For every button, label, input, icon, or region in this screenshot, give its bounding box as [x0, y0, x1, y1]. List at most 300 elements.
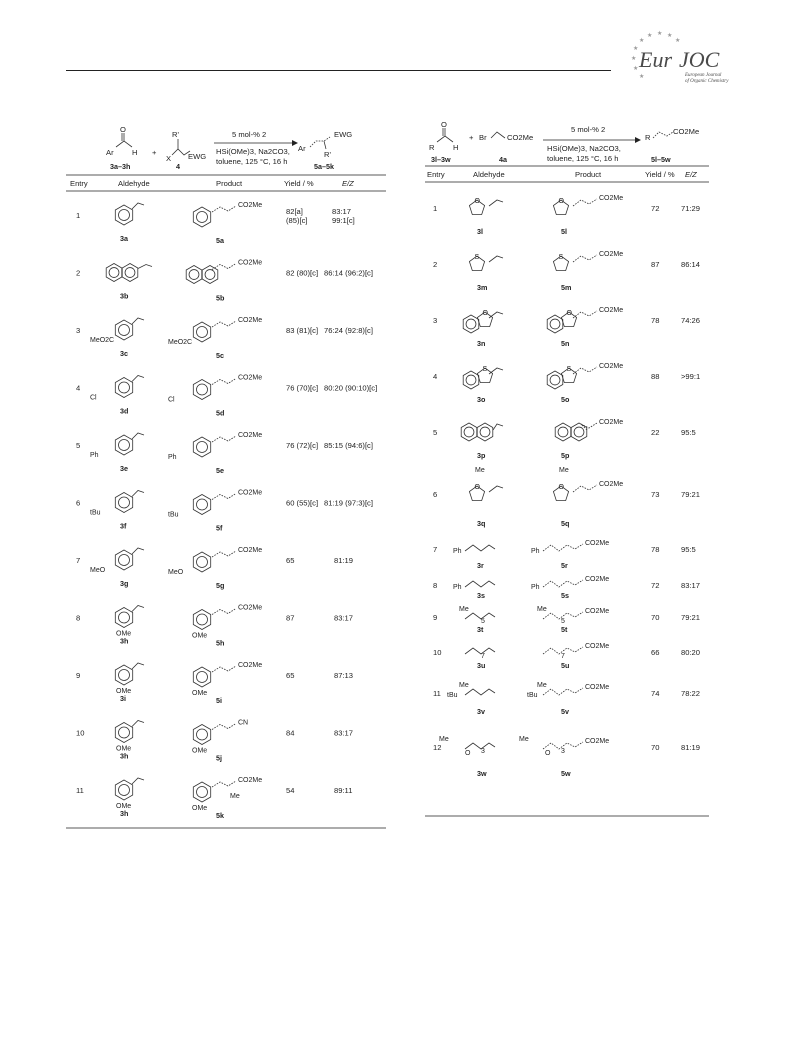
product-substituent: Ph — [168, 454, 177, 461]
aldehyde-me: Me — [459, 606, 469, 613]
row-ez: 80:20 — [681, 648, 701, 657]
row-ez: 83:17 — [334, 728, 354, 738]
product-label: 5c — [216, 351, 224, 360]
product-group: CO2Me — [238, 374, 263, 382]
aldehyde-me: Me — [439, 736, 449, 743]
row-entry: 8 — [76, 613, 81, 623]
product-n: 3 — [561, 748, 565, 755]
product-label: 5k — [216, 811, 224, 820]
aldehyde-bond — [132, 318, 144, 324]
benzene-ring — [193, 610, 210, 630]
product-group: CO2Me — [238, 202, 263, 209]
row-ez: 83:17 — [332, 207, 352, 216]
r-col-ez: E/Z — [685, 170, 697, 179]
r-scheme-prod-co2me: CO2Me — [673, 127, 700, 136]
product-label: 5t — [561, 625, 568, 634]
product-group: CO2Me — [238, 777, 263, 784]
row-entry: 9 — [433, 613, 438, 622]
alkene-chain — [212, 551, 236, 557]
row-ez: >99:1 — [681, 372, 701, 381]
aldehyde-label: 3n — [477, 339, 486, 348]
aldehyde-label: 3i — [120, 694, 126, 703]
aldehyde-o: O — [465, 750, 471, 757]
aldehyde-substituent: OMe — [116, 745, 132, 753]
alkene-chain — [543, 688, 583, 695]
aromatic-circle — [119, 497, 130, 508]
r-scheme-r: R — [429, 143, 435, 152]
r-col-yield: Yield / % — [645, 170, 675, 179]
aldehyde-bond — [132, 203, 144, 209]
r-scheme-h: H — [453, 143, 459, 152]
aldehyde-label: 3s — [477, 591, 485, 600]
table-row — [433, 363, 700, 404]
product-group: CO2Me — [238, 604, 263, 612]
benzene-ring — [106, 264, 122, 282]
aromatic-circle — [574, 427, 584, 437]
journal-name-b: JOC — [679, 47, 720, 72]
aldehyde-label: 3u — [477, 661, 486, 670]
row-ez: 83:17 — [681, 581, 701, 590]
aromatic-circle — [119, 382, 130, 393]
aromatic-circle — [197, 729, 208, 740]
row-entry: 3 — [433, 316, 438, 325]
heteroatom-label: O — [474, 198, 480, 205]
scheme-ar: Ar — [106, 148, 114, 157]
aromatic-circle — [197, 557, 208, 568]
heteroatom-label: S — [474, 254, 480, 261]
table-row — [433, 606, 700, 634]
r-scheme-o: O — [441, 120, 447, 129]
scheme-h: H — [132, 148, 138, 157]
aldehyde-label: 3v — [477, 707, 485, 716]
row-yield: 82[a] — [286, 207, 303, 216]
product-label: 5d — [216, 408, 225, 418]
journal-name-a: Eur — [639, 47, 672, 72]
benzene-ring — [115, 493, 132, 513]
product-group: CO2Me — [238, 259, 263, 267]
aldehyde-n: 3 — [481, 748, 485, 755]
row-yield: 87 — [286, 613, 295, 623]
row-ez: 95:5 — [681, 545, 696, 554]
aromatic-circle — [197, 327, 208, 338]
journal-logo — [625, 30, 745, 90]
aldehyde-me: Me — [475, 467, 485, 474]
product-n: 5 — [561, 618, 565, 625]
aldehyde-bond — [132, 433, 144, 439]
table-row — [433, 251, 700, 292]
product-substituent: OMe — [192, 805, 208, 812]
aldehyde-label: 3b — [120, 291, 129, 301]
aldehyde-substituent: tBu — [90, 509, 101, 517]
left-table-svg — [66, 125, 388, 835]
row-entry: 1 — [433, 204, 438, 213]
product-me: Me — [537, 606, 547, 613]
aldehyde-label: 3f — [120, 521, 127, 531]
scheme-cond2: HSi(OMe)3, Na2CO3, — [216, 147, 290, 156]
right-scheme — [429, 120, 699, 164]
benzene-ring — [186, 266, 202, 284]
svg-text:★: ★ — [667, 32, 673, 39]
heteroatom-label: O — [558, 484, 564, 491]
row-ez: 85:15 (94:6)[c] — [324, 441, 373, 450]
row-yield: 74 — [651, 689, 660, 698]
row-yield: 78 — [651, 545, 660, 554]
row-yield: 88 — [651, 372, 660, 381]
aromatic-circle — [125, 268, 135, 278]
row-yield: 65 — [286, 671, 295, 680]
r-scheme-br: Br — [479, 133, 487, 142]
row-ez: 89:11 — [334, 786, 353, 795]
scheme-p-label: 5a–5k — [314, 162, 334, 171]
alkene-chain — [212, 436, 236, 442]
aldehyde-label: 3r — [477, 561, 484, 570]
r-scheme-prod-r: R — [645, 133, 651, 142]
row-yield-2: (85)[c] — [286, 216, 308, 225]
row-ez: 74:26 — [681, 316, 701, 325]
row-entry: 1 — [76, 211, 81, 220]
alkene-chain — [212, 206, 236, 212]
product-group: CO2Me — [585, 540, 610, 547]
table-row — [433, 540, 696, 570]
product-label: 5p — [561, 451, 570, 460]
alkene-chain — [573, 485, 597, 492]
aldehyde-substituent: MeO — [90, 567, 106, 574]
aromatic-circle — [550, 375, 560, 385]
aldehyde-label: 3l — [477, 227, 483, 236]
benzene-ring — [193, 322, 210, 342]
product-group: CO2Me — [585, 738, 610, 745]
product-substituent: OMe — [192, 632, 208, 640]
aldehyde-label: 3a — [120, 234, 128, 243]
row-entry: 2 — [433, 260, 438, 269]
row-yield: 76 (72)[c] — [286, 441, 319, 450]
row-ez: 81:19 (97:3)[c] — [324, 498, 373, 508]
col-aldehyde: Aldehyde — [118, 179, 150, 188]
benzene-ring — [115, 550, 132, 570]
row-ez: 79:21 — [681, 613, 701, 622]
aromatic-circle — [189, 270, 199, 280]
table-row — [76, 605, 353, 648]
table-row — [76, 260, 373, 303]
row-entry: 8 — [433, 581, 438, 590]
row-yield: 87 — [651, 260, 660, 269]
product-label: 5i — [216, 696, 222, 705]
aldehyde-label: 3d — [120, 406, 129, 416]
aromatic-circle — [119, 210, 130, 221]
aromatic-circle — [197, 787, 208, 798]
heteroatom-label: O — [474, 484, 480, 491]
product-substituent: OMe — [192, 747, 208, 755]
aldehyde-bond — [489, 368, 503, 374]
aldehyde-tbu: tBu — [447, 692, 458, 699]
table-row — [76, 202, 355, 245]
benzene-ring — [463, 371, 479, 389]
product-substituent: MeO2C — [168, 339, 193, 346]
aldehyde-substituent: MeO2C — [90, 337, 115, 344]
product-me: Me — [537, 682, 547, 689]
alkene-chain — [212, 724, 236, 730]
heteroatom-label: O — [566, 310, 572, 317]
svg-text:★: ★ — [631, 55, 637, 62]
aromatic-circle — [197, 212, 208, 223]
product-group: CO2Me — [599, 481, 624, 488]
table-row — [433, 195, 700, 236]
aldehyde-bond — [132, 721, 144, 727]
heteroatom-label: S — [566, 366, 572, 373]
row-entry: 10 — [76, 728, 85, 738]
product-group: CO2Me — [238, 432, 263, 439]
journal-sub-2: of Organic Chemistry — [685, 79, 729, 84]
table-row — [76, 720, 353, 763]
alkene-chain — [543, 580, 583, 587]
product-group: CO2Me — [238, 547, 263, 554]
alkene-chain — [212, 494, 236, 500]
product-label: 5a — [216, 236, 224, 245]
benzene-ring — [193, 782, 210, 802]
scheme-prod-rp: R' — [324, 150, 331, 159]
row-entry: 6 — [433, 490, 438, 499]
row-yield: 78 — [651, 316, 660, 325]
benzene-ring — [193, 207, 210, 227]
product-group: CO2Me — [238, 489, 263, 497]
benzene-ring — [115, 608, 132, 628]
alkene-chain — [573, 367, 597, 374]
benzene-ring — [193, 380, 210, 400]
product-substituent: OMe — [192, 690, 208, 697]
row-ez: 71:29 — [681, 204, 701, 213]
right-rows — [433, 195, 700, 778]
heteroatom-label: O — [558, 198, 564, 205]
aldehyde-chain — [465, 648, 495, 654]
alkene-chain — [212, 781, 236, 787]
alkene-chain — [212, 321, 236, 327]
benzene-ring — [193, 552, 210, 572]
r-scheme-cond2: HSi(OMe)3, Na2CO3, — [547, 144, 621, 153]
row-yield: 82 (80)[c] — [286, 268, 319, 278]
table-row — [433, 643, 700, 670]
product-me: Me — [559, 467, 569, 474]
alkene-chain — [573, 199, 597, 206]
benzene-ring — [115, 205, 132, 225]
aldehyde-ph: Ph — [453, 548, 462, 555]
scheme-x: X — [166, 154, 172, 163]
aldehyde-substituent: OMe — [116, 630, 132, 638]
aldehyde-label: 3q — [477, 519, 486, 528]
left-table-panel — [66, 125, 388, 835]
product-n: 7 — [561, 653, 565, 660]
aldehyde-label: 3h — [120, 751, 129, 761]
product-label: 5u — [561, 661, 570, 670]
aromatic-circle — [197, 672, 208, 683]
col-ez: E/Z — [342, 179, 354, 188]
product-label: 5b — [216, 293, 225, 303]
benzene-ring — [555, 423, 571, 441]
aromatic-circle — [466, 375, 476, 385]
aldehyde-label: 3h — [120, 636, 129, 646]
r-scheme-co2me: CO2Me — [507, 133, 534, 142]
product-tbu: tBu — [527, 692, 538, 699]
aldehyde-label: 3w — [477, 769, 487, 778]
row-ez: 78:22 — [681, 689, 701, 698]
aromatic-circle — [197, 442, 208, 453]
row-entry: 9 — [76, 671, 81, 680]
benzene-ring — [193, 667, 210, 687]
product-group: CO2Me — [599, 251, 624, 258]
benzene-ring — [463, 315, 479, 333]
row-yield: 54 — [286, 786, 295, 795]
aldehyde-label: 3t — [477, 625, 484, 634]
aromatic-circle — [197, 499, 208, 510]
aldehyde-label: 3p — [477, 451, 486, 460]
row-ez: 83:17 — [334, 613, 354, 623]
aldehyde-me: Me — [459, 682, 469, 689]
aldehyde-bond — [132, 548, 144, 554]
col-yield: Yield / % — [284, 179, 314, 188]
product-group: CO2Me — [585, 608, 610, 615]
alkene-chain — [212, 666, 236, 672]
product-substituent: Cl — [168, 396, 175, 404]
product-label: 5l — [561, 227, 567, 236]
aromatic-circle — [119, 785, 130, 796]
aldehyde-bond — [132, 491, 144, 497]
product-substituent: tBu — [168, 511, 179, 519]
svg-text:★: ★ — [639, 73, 645, 80]
aldehyde-bond — [489, 486, 503, 492]
row-entry: 4 — [76, 383, 81, 393]
table-row — [433, 467, 700, 528]
right-table-svg — [425, 118, 715, 820]
product-me: Me — [519, 736, 529, 743]
row-ez: 81:19 — [681, 743, 701, 752]
benzene-ring — [115, 665, 132, 685]
aromatic-circle — [119, 325, 130, 336]
product-label: 5o — [561, 395, 570, 404]
alkene-chain — [543, 544, 583, 551]
product-group: CO2Me — [599, 419, 624, 426]
product-substituent: MeO — [168, 569, 184, 576]
product-group: CO2Me — [599, 363, 624, 370]
aromatic-circle — [119, 612, 130, 623]
row-yield: 72 — [651, 581, 660, 590]
product-ph: Ph — [531, 584, 540, 591]
r-scheme-p-label: 5l–5w — [651, 155, 671, 164]
row-entry: 11 — [76, 786, 84, 795]
aldehyde-n: 7 — [481, 653, 485, 660]
aldehyde-n: 5 — [481, 618, 485, 625]
aromatic-circle — [558, 427, 568, 437]
svg-text:★: ★ — [633, 45, 639, 52]
product-group: CO2Me — [238, 317, 263, 324]
benzene-ring — [461, 423, 477, 441]
table-row — [76, 432, 373, 475]
aromatic-circle — [464, 427, 474, 437]
scheme-ewg: EWG — [188, 152, 207, 161]
alkene-chain — [581, 423, 597, 430]
aldehyde-bond — [489, 256, 503, 262]
row-ez: 87:13 — [334, 671, 354, 680]
col-product: Product — [216, 179, 243, 188]
product-group: CO2Me — [585, 684, 610, 691]
row-yield: 66 — [651, 648, 660, 657]
alkene-chain — [212, 609, 236, 615]
svg-text:★: ★ — [675, 37, 681, 44]
scheme-cond1: 5 mol-% 2 — [232, 130, 267, 139]
row-ez: 81:19 — [334, 556, 354, 565]
left-scheme — [106, 125, 352, 171]
scheme-o: O — [120, 125, 126, 134]
row-ez: 79:21 — [681, 490, 701, 499]
row-yield: 72 — [651, 204, 660, 213]
svg-text:★: ★ — [639, 37, 645, 44]
product-group: CN — [238, 719, 249, 727]
benzene-ring — [477, 423, 493, 441]
table-row — [433, 736, 700, 778]
scheme-ald-label: 3a–3h — [110, 162, 131, 171]
table-row — [76, 777, 352, 820]
row-ez: 80:20 (90:10)[c] — [324, 383, 378, 393]
aromatic-circle — [119, 727, 130, 738]
benzene-ring — [115, 320, 132, 340]
row-entry: 2 — [76, 268, 81, 278]
table-row — [76, 317, 373, 360]
alkene-chain — [212, 379, 236, 385]
table-row — [433, 307, 700, 348]
aldehyde-label: 3h — [120, 809, 129, 818]
right-table-panel — [425, 118, 715, 820]
row-entry: 5 — [433, 428, 438, 437]
row-entry: 5 — [76, 441, 81, 450]
row-yield: 73 — [651, 490, 660, 499]
benzene-ring — [115, 723, 132, 743]
aldehyde-ph: Ph — [453, 584, 462, 591]
scheme-prod-ewg: EWG — [334, 130, 353, 139]
row-ez-2: 99:1[c] — [332, 216, 355, 225]
aromatic-circle — [466, 319, 476, 329]
heteroatom-label: S — [558, 254, 564, 261]
table-row — [433, 682, 700, 716]
product-group: CO2Me — [599, 307, 624, 314]
r-col-aldehyde: Aldehyde — [473, 170, 505, 179]
aldehyde-chain — [465, 581, 495, 587]
row-entry: 7 — [76, 556, 81, 565]
row-entry: 7 — [433, 545, 438, 554]
table-row — [76, 662, 353, 705]
row-ez: 76:24 (92:8)[c] — [324, 326, 373, 335]
table-row — [76, 547, 353, 590]
product-label: 5j — [216, 753, 222, 763]
product-label: 5n — [561, 339, 570, 348]
col-entry: Entry — [70, 179, 88, 188]
row-entry: 4 — [433, 372, 438, 381]
benzene-ring — [193, 495, 210, 515]
product-group: CO2Me — [599, 195, 624, 202]
table-row — [433, 419, 696, 460]
product-label: 5v — [561, 707, 569, 716]
r-scheme-cond1: 5 mol-% 2 — [571, 125, 606, 134]
aldehyde-chain — [465, 545, 495, 551]
product-extra: Me — [230, 793, 240, 800]
r-scheme-ald-label: 3l–3w — [431, 155, 451, 164]
aldehyde-bond — [132, 778, 144, 784]
aldehyde-label: 3c — [120, 349, 128, 358]
row-ez: 86:14 (96:2)[c] — [324, 268, 373, 278]
aldehyde-chain — [465, 743, 495, 749]
table-row — [433, 576, 700, 600]
row-yield: 76 (70)[c] — [286, 383, 319, 393]
aromatic-circle — [197, 614, 208, 625]
aldehyde-substituent: OMe — [116, 803, 132, 810]
aldehyde-chain — [465, 689, 495, 695]
